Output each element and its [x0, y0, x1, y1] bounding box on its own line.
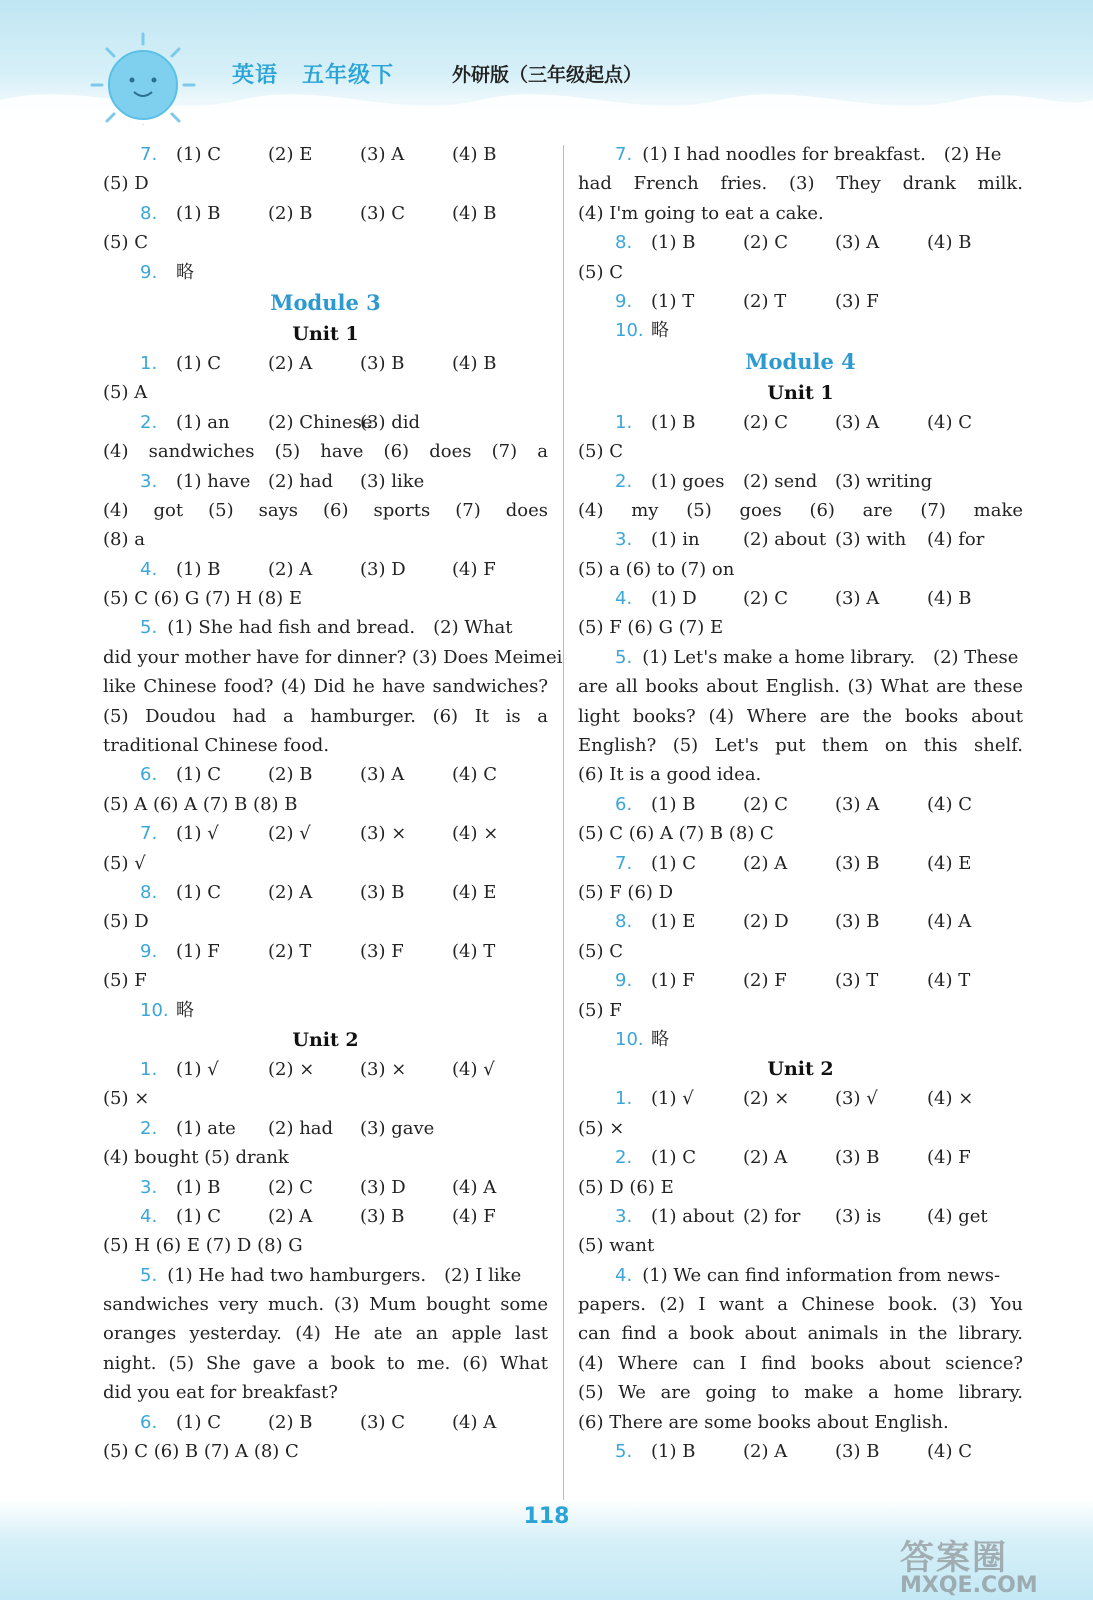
question-number: 2.	[140, 1117, 158, 1139]
header-title	[232, 58, 418, 89]
question-number: 10.	[615, 320, 644, 342]
answer-item: (3) is	[835, 1205, 882, 1227]
answer-item: (1) C	[176, 764, 221, 786]
answer-item: (2) C	[743, 588, 788, 610]
answer-continuation: (5) Doudou had a hamburger. (6) It is a	[103, 705, 548, 727]
answer-line	[578, 966, 1023, 995]
answer-item: (4) C	[452, 764, 497, 786]
answer-continuation: English? (5) Let's put them on this shelf.	[578, 735, 1023, 757]
answer-item: (2) C	[743, 411, 788, 433]
answer-line	[103, 1173, 548, 1202]
answer-item: (4) F	[452, 558, 496, 580]
question-number: 8.	[615, 232, 633, 254]
answer-line	[578, 790, 1023, 819]
answer-continuation: can find a book about animals in the library.	[578, 1323, 1023, 1345]
answer-item: (1) √	[176, 823, 219, 845]
answer-item: (1) √	[651, 1088, 694, 1110]
answer-item: (3) ×	[360, 1058, 407, 1080]
answer-item: (4) for	[927, 529, 985, 551]
answer-column-right	[578, 140, 1023, 1466]
answer-continuation: (5) C	[578, 441, 623, 463]
answer-item: (1) B	[651, 232, 696, 254]
module-heading: Module 3	[270, 289, 381, 315]
column-divider	[563, 145, 564, 1510]
answer-item: (3) D	[360, 1176, 406, 1198]
answer-item: (3) B	[835, 911, 880, 933]
answer-item: (3) B	[835, 852, 880, 874]
question-number: 7.	[615, 852, 633, 874]
subject-label: 英语	[232, 63, 279, 88]
answer-item: (1) C	[176, 144, 221, 165]
answer-line	[103, 467, 548, 496]
answer-item: (3) T	[835, 970, 879, 992]
answer-line	[103, 819, 548, 848]
question-number: 3.	[615, 1205, 633, 1227]
answer-continuation: night. (5) She gave a book to me. (6) What	[103, 1352, 548, 1374]
answer-line	[578, 228, 1023, 257]
answer-item: (4) A	[927, 911, 972, 933]
question-number: 8.	[140, 202, 158, 224]
answer-line	[578, 643, 1023, 672]
answer-continuation: light books? (4) Where are the books about	[578, 705, 1023, 727]
answer-item: (3) A	[835, 793, 880, 815]
answer-line	[103, 1261, 548, 1290]
answer-continuation: (5) want	[578, 1235, 655, 1257]
question-number: 3.	[140, 1176, 158, 1198]
answer-line	[103, 1055, 548, 1084]
answer-continuation: sandwiches very much. (3) Mum bought some	[103, 1294, 548, 1316]
grade-label: 五年级下	[302, 63, 395, 88]
question-number: 10.	[615, 1028, 644, 1050]
answer-item: (1) B	[176, 558, 221, 580]
answer-column-left	[103, 140, 563, 1466]
answer-continuation: (4) bought (5) drank	[103, 1147, 289, 1169]
answer-item: (3) B	[360, 881, 405, 903]
answer-item: (2) He	[943, 144, 1002, 165]
answer-item: (1) B	[176, 202, 221, 224]
answer-item: (4) C	[927, 411, 972, 433]
answer-item: (4) B	[452, 202, 497, 224]
question-number: 2.	[615, 1147, 633, 1169]
answer-item: (3) D	[360, 558, 406, 580]
answer-item: (1) B	[651, 793, 696, 815]
answer-item: (1) in	[651, 529, 700, 551]
answer-line	[103, 1114, 548, 1143]
answer-item: (1) I had noodles for breakfast.	[642, 144, 926, 165]
answer-item: (4) B	[927, 232, 972, 254]
answer-item: (2) B	[268, 764, 313, 786]
answer-line	[103, 937, 548, 966]
answer-line	[578, 1202, 1023, 1231]
answer-item: (3) F	[835, 290, 879, 312]
answer-item: (4) T	[452, 940, 496, 962]
question-number: 5.	[615, 1441, 633, 1463]
answer-line	[103, 140, 548, 169]
question-number: 5.	[140, 617, 158, 639]
answer-item: (2) A	[743, 1147, 788, 1169]
answer-item: 略	[651, 1028, 669, 1050]
question-number: 4.	[615, 588, 633, 610]
answer-item: (4) F	[927, 1147, 971, 1169]
answer-item: (4) C	[927, 793, 972, 815]
answer-item: (4) A	[452, 1176, 497, 1198]
answer-continuation: (4) I'm going to eat a cake.	[578, 202, 824, 224]
answer-item: (4) get	[927, 1205, 988, 1227]
answer-item: (3) B	[835, 1441, 880, 1463]
answer-continuation: traditional Chinese food.	[103, 735, 330, 757]
answer-item: (1) C	[176, 881, 221, 903]
answer-item: (2) What	[433, 617, 513, 639]
question-number: 6.	[615, 793, 633, 815]
question-number: 4.	[140, 1205, 158, 1227]
answer-continuation: (5) D (6) E	[578, 1176, 674, 1198]
answer-item: 略	[176, 999, 194, 1021]
answer-continuation: are all books about English. (3) What are these	[578, 676, 1023, 698]
question-number: 3.	[140, 470, 158, 492]
answer-item: (1) ate	[176, 1117, 236, 1139]
answer-item: (2) A	[268, 352, 313, 374]
answer-line	[578, 316, 1023, 345]
answer-item: (2) E	[268, 144, 313, 165]
answer-continuation: had French fries. (3) They drank milk.	[578, 173, 1023, 195]
answer-item: (1) F	[651, 970, 695, 992]
watermark-logo-text: 答案圈	[900, 1538, 1008, 1578]
answer-continuation: (5) ×	[578, 1117, 625, 1139]
answer-item: 略	[176, 261, 194, 283]
answer-item: (2) B	[268, 202, 313, 224]
answer-item: (3) B	[360, 352, 405, 374]
answer-item: (1) He had two hamburgers.	[167, 1264, 427, 1286]
question-number: 7.	[140, 823, 158, 845]
answer-item: (2) had	[268, 1117, 334, 1139]
answer-item: (1) an	[176, 411, 230, 433]
question-number: 9.	[615, 970, 633, 992]
answer-continuation: (5) F (6) D	[578, 881, 674, 903]
answer-item: (4) B	[452, 352, 497, 374]
page-header	[0, 0, 1093, 125]
question-number: 2.	[615, 470, 633, 492]
question-number: 6.	[140, 764, 158, 786]
answer-item: (4) C	[927, 1441, 972, 1463]
answer-item: (1) D	[651, 588, 697, 610]
answer-line	[103, 555, 548, 584]
answer-line	[578, 1143, 1023, 1172]
answer-continuation: (5) √	[103, 852, 146, 874]
answer-continuation: (4) got (5) says (6) sports (7) does	[103, 499, 548, 521]
answer-item: (2) T	[743, 290, 787, 312]
answer-item: (3) √	[835, 1088, 878, 1110]
answer-item: (3) F	[360, 940, 404, 962]
answer-item: (2) These	[933, 646, 1019, 668]
answer-continuation: (5) a (6) to (7) on	[578, 558, 735, 580]
answer-continuation: (5) F	[578, 999, 622, 1021]
answer-item: (4) F	[452, 1205, 496, 1227]
answer-line	[578, 525, 1023, 554]
answer-item: (2) A	[268, 881, 313, 903]
answer-item: (1) E	[651, 911, 696, 933]
answer-line	[578, 408, 1023, 437]
answer-item: (1) B	[651, 1441, 696, 1463]
answer-item: (3) did	[360, 411, 421, 433]
question-number: 9.	[615, 290, 633, 312]
answer-continuation: oranges yesterday. (4) He ate an apple last	[103, 1323, 548, 1345]
answer-line	[578, 1084, 1023, 1113]
sun-icon	[88, 30, 198, 125]
answer-line	[103, 878, 548, 907]
answer-item: (2) A	[743, 1441, 788, 1463]
answer-line	[103, 408, 548, 437]
answer-item: (3) B	[360, 1205, 405, 1227]
answer-item: (1) Let's make a home library.	[642, 646, 916, 668]
answer-item: (2) about	[743, 529, 827, 551]
question-number: 2.	[140, 411, 158, 433]
answer-item: (1) C	[176, 352, 221, 374]
unit-heading: Unit 2	[767, 1058, 834, 1081]
watermark-url: MXQE.COM	[900, 1573, 1038, 1598]
answer-item: (2) B	[268, 1411, 313, 1433]
question-number: 1.	[140, 352, 158, 374]
question-number: 10.	[140, 999, 169, 1021]
answer-item: (1) goes	[651, 470, 725, 492]
answer-continuation: (5) D	[103, 173, 149, 195]
answer-item: (2) ×	[743, 1088, 790, 1110]
answer-line	[578, 849, 1023, 878]
answer-item: (4) A	[452, 1411, 497, 1433]
answer-item: (3) like	[360, 470, 425, 492]
answer-item: (2) had	[268, 470, 334, 492]
answer-continuation: (5) C	[578, 261, 623, 283]
answer-item: (3) A	[835, 411, 880, 433]
answer-item: (4) E	[452, 881, 497, 903]
answer-item: (2) A	[268, 558, 313, 580]
answer-item: (2) F	[743, 970, 787, 992]
question-number: 1.	[615, 1088, 633, 1110]
answer-continuation: (5) C	[578, 940, 623, 962]
answer-item: (3) C	[360, 1411, 405, 1433]
answer-item: (1) C	[651, 852, 696, 874]
answer-item: (1) C	[176, 1411, 221, 1433]
answer-line	[578, 140, 1023, 169]
answer-item: (3) C	[360, 202, 405, 224]
answer-item: (4) T	[927, 970, 971, 992]
answer-continuation: (5) A (6) A (7) B (8) B	[103, 793, 298, 815]
question-number: 4.	[140, 558, 158, 580]
answer-item: (1) We can find information from news-	[642, 1264, 1001, 1286]
answer-item: (3) A	[835, 588, 880, 610]
answer-item: (1) C	[176, 1205, 221, 1227]
answer-continuation: (5) C (6) B (7) A (8) C	[103, 1441, 299, 1463]
answer-item: (1) B	[176, 1176, 221, 1198]
answer-item: (1) T	[651, 290, 695, 312]
answer-line	[103, 760, 548, 789]
answer-item: (2) Chinese	[268, 411, 373, 433]
question-number: 1.	[615, 411, 633, 433]
answer-item: (4) √	[452, 1058, 495, 1080]
question-number: 4.	[615, 1264, 633, 1286]
answer-item: (4) ×	[927, 1088, 974, 1110]
answer-item: (2) C	[743, 232, 788, 254]
question-number: 5.	[615, 646, 633, 668]
answer-item: (3) with	[835, 529, 907, 551]
answer-continuation: (5) ×	[103, 1088, 150, 1110]
answer-item: (3) B	[835, 1147, 880, 1169]
answer-item: (3) gave	[360, 1117, 435, 1139]
question-number: 8.	[140, 881, 158, 903]
question-number: 9.	[140, 940, 158, 962]
module-heading: Module 4	[745, 348, 856, 374]
answer-continuation: (5) C	[103, 232, 148, 254]
unit-heading: Unit 1	[292, 322, 359, 345]
answer-continuation: (4) sandwiches (5) have (6) does (7) a	[103, 441, 548, 463]
answer-item: (1) C	[651, 1147, 696, 1169]
answer-item: (2) A	[743, 852, 788, 874]
answer-item: (4) B	[927, 588, 972, 610]
answer-item: (4) E	[927, 852, 972, 874]
answer-continuation: (5) C (6) A (7) B (8) C	[578, 823, 774, 845]
answer-item: (3) ×	[360, 823, 407, 845]
answer-line	[103, 199, 548, 228]
answer-continuation: (5) F (6) G (7) E	[578, 617, 724, 639]
answer-continuation: (5) We are going to make a home library.	[578, 1382, 1023, 1404]
unit-heading: Unit 1	[767, 381, 834, 404]
answer-item: (1) She had fish and bread.	[167, 617, 416, 639]
answer-continuation: (5) A	[103, 382, 148, 404]
page-number: 118	[523, 1504, 570, 1529]
answer-continuation: (5) C (6) G (7) H (8) E	[103, 588, 303, 610]
answer-item: (2) √	[268, 823, 311, 845]
answer-item: (1) √	[176, 1058, 219, 1080]
answer-continuation: did your mother have for dinner? (3) Does Meimei	[103, 646, 563, 668]
answer-item: (2) T	[268, 940, 312, 962]
answer-continuation: (5) F	[103, 970, 147, 992]
answer-line	[103, 1202, 548, 1231]
answer-line	[103, 258, 548, 287]
answer-continuation: (8) a	[103, 529, 145, 551]
edition-label: 外研版（三年级起点）	[452, 64, 643, 86]
question-number: 7.	[615, 144, 633, 165]
answer-continuation: papers. (2) I want a Chinese book. (3) You	[578, 1294, 1023, 1316]
answer-item: (2) C	[268, 1176, 313, 1198]
answer-item: (2) ×	[268, 1058, 315, 1080]
answer-item: (3) writing	[835, 470, 933, 492]
answer-item: (3) A	[360, 144, 405, 165]
answer-continuation: (4) Where can I find books about science?	[578, 1352, 1023, 1374]
answer-item: (4) ×	[452, 823, 499, 845]
answer-line	[578, 907, 1023, 936]
answer-continuation: (5) D	[103, 911, 149, 933]
answer-item: (1) B	[651, 411, 696, 433]
answer-item: (1) F	[176, 940, 220, 962]
answer-line	[103, 349, 548, 378]
answer-line	[578, 467, 1023, 496]
question-number: 7.	[140, 144, 158, 165]
question-number: 1.	[140, 1058, 158, 1080]
question-number: 9.	[140, 261, 158, 283]
answer-item: (2) send	[743, 470, 818, 492]
question-number: 8.	[615, 911, 633, 933]
answer-item: (2) A	[268, 1205, 313, 1227]
question-number: 3.	[615, 529, 633, 551]
question-number: 6.	[140, 1411, 158, 1433]
answer-item: (2) D	[743, 911, 789, 933]
answer-item: (1) about	[651, 1205, 735, 1227]
answer-item: (1) have	[176, 470, 251, 492]
answer-continuation: (6) There are some books about English.	[578, 1411, 949, 1433]
answer-line	[578, 584, 1023, 613]
unit-heading: Unit 2	[292, 1028, 359, 1051]
answer-continuation: (4) my (5) goes (6) are (7) make	[578, 499, 1023, 521]
answer-line	[103, 613, 548, 642]
question-number: 5.	[140, 1264, 158, 1286]
answer-line	[578, 1025, 1023, 1054]
answer-item: (3) A	[835, 232, 880, 254]
answer-continuation: like Chinese food? (4) Did he have sandwiches?	[103, 676, 548, 698]
watermark	[900, 1530, 1080, 1598]
answer-item: 略	[651, 320, 669, 342]
answer-item: (2) C	[743, 793, 788, 815]
answer-continuation: (6) It is a good idea.	[578, 764, 762, 786]
answer-item: (3) A	[360, 764, 405, 786]
answer-item: (2) for	[743, 1205, 801, 1227]
answer-line	[578, 1437, 1023, 1466]
answer-item: (2) I like	[444, 1264, 522, 1286]
answer-line	[103, 1408, 548, 1437]
answer-line	[578, 1261, 1023, 1290]
answer-continuation: (5) H (6) E (7) D (8) G	[103, 1235, 303, 1257]
answer-continuation: did you eat for breakfast?	[103, 1382, 338, 1404]
answer-line	[103, 996, 548, 1025]
answer-line	[578, 287, 1023, 316]
answer-item: (4) B	[452, 144, 497, 165]
